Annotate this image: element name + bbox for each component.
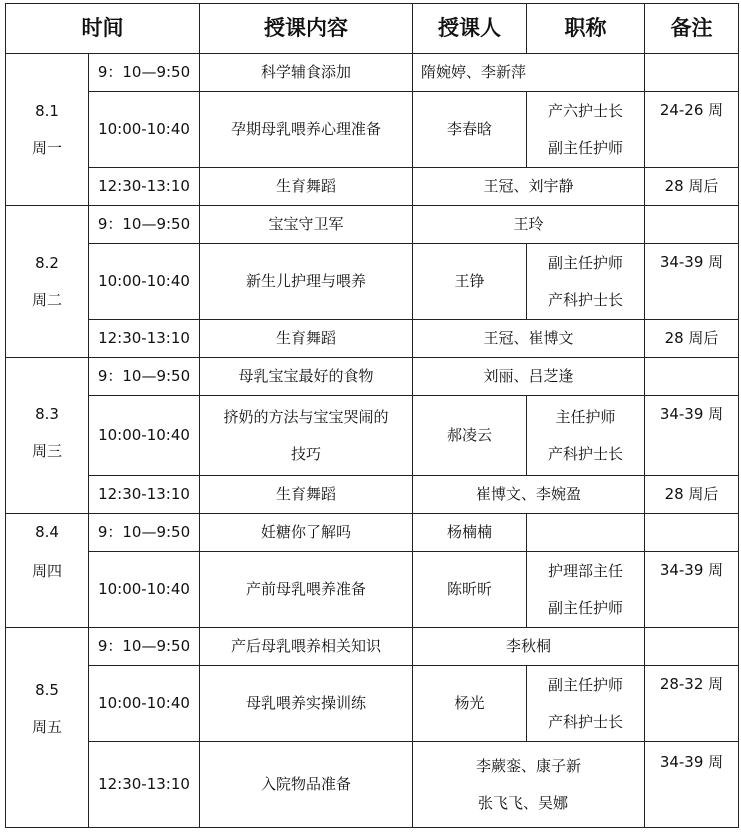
rank-line: 副主任护师 — [547, 253, 623, 272]
content-cell: 入院物品准备 — [200, 742, 413, 828]
content-cell: 母乳宝宝最好的食物 — [200, 358, 413, 396]
day-weekday: 周一 — [31, 138, 62, 157]
teacher-cell: 隋婉婷、李新萍 — [413, 54, 645, 92]
time-cell: 10:00-10:40 — [89, 244, 200, 320]
table-row — [6, 742, 739, 828]
content-cell: 母乳喂养实操训练 — [200, 666, 413, 742]
table-row — [6, 92, 739, 168]
note-cell: 28 周后 — [645, 476, 739, 514]
schedule-table — [5, 3, 739, 828]
time-cell: 10:00-10:40 — [89, 92, 200, 168]
table-row — [6, 552, 739, 628]
table-row — [6, 628, 739, 666]
table-row — [6, 54, 739, 92]
teacher-cell: 王冠、崔博文 — [413, 320, 645, 358]
rank-cell — [527, 396, 645, 476]
content-line: 技巧 — [290, 444, 321, 463]
table-row — [6, 666, 739, 742]
table-row — [6, 358, 739, 396]
content-cell: 产后母乳喂养相关知识 — [200, 628, 413, 666]
header-row — [6, 4, 739, 54]
time-cell: 12:30-13:10 — [89, 320, 200, 358]
table-row — [6, 206, 739, 244]
header-note: 备注 — [645, 4, 739, 54]
note-cell: 28-32 周 — [645, 666, 739, 742]
note-cell: 34-39 周 — [645, 396, 739, 476]
rank-cell — [527, 666, 645, 742]
note-cell — [645, 358, 739, 396]
time-cell: 9：10—9:50 — [89, 514, 200, 552]
rank-line: 主任护师 — [555, 407, 616, 426]
time-cell: 10:00-10:40 — [89, 666, 200, 742]
day-date: 8.4 — [35, 523, 59, 541]
note-cell — [645, 54, 739, 92]
note-cell: 28 周后 — [645, 168, 739, 206]
header-content: 授课内容 — [200, 4, 413, 54]
table-row — [6, 320, 739, 358]
time-cell: 10:00-10:40 — [89, 552, 200, 628]
time-cell: 9：10—9:50 — [89, 358, 200, 396]
content-cell: 生育舞蹈 — [200, 320, 413, 358]
day-weekday: 周四 — [31, 562, 62, 580]
teacher-cell: 王铮 — [413, 244, 527, 320]
day-date: 8.3 — [35, 405, 59, 423]
rank-cell — [527, 514, 645, 552]
content-cell: 科学辅食添加 — [200, 54, 413, 92]
teacher-line: 张飞飞、吴娜 — [478, 793, 569, 812]
note-cell: 28 周后 — [645, 320, 739, 358]
time-cell: 9：10—9:50 — [89, 54, 200, 92]
rank-cell — [527, 244, 645, 320]
day-date: 8.5 — [35, 681, 59, 699]
rank-line: 产六护士长 — [547, 101, 623, 120]
teacher-line: 李蕨銮、康子新 — [475, 756, 581, 775]
teacher-cell: 杨光 — [413, 666, 527, 742]
teacher-cell: 崔博文、李婉盈 — [413, 476, 645, 514]
day-cell — [6, 54, 89, 206]
day-date: 8.2 — [35, 253, 59, 272]
rank-line: 产科护士长 — [547, 712, 623, 731]
teacher-cell: 陈昕昕 — [413, 552, 527, 628]
day-cell — [6, 514, 89, 628]
time-cell: 9：10—9:50 — [89, 628, 200, 666]
time-cell: 9：10—9:50 — [89, 206, 200, 244]
table-row — [6, 514, 739, 552]
table-row — [6, 168, 739, 206]
content-cell: 宝宝守卫军 — [200, 206, 413, 244]
content-cell: 产前母乳喂养准备 — [200, 552, 413, 628]
rank-line: 产科护士长 — [547, 290, 623, 309]
teacher-cell: 杨楠楠 — [413, 514, 527, 552]
day-weekday: 周二 — [31, 290, 62, 309]
content-cell — [200, 396, 413, 476]
rank-line: 副主任护师 — [547, 675, 623, 694]
rank-cell — [527, 552, 645, 628]
teacher-cell — [413, 742, 645, 828]
day-date: 8.1 — [35, 101, 59, 120]
header-rank: 职称 — [527, 4, 645, 54]
note-cell — [645, 628, 739, 666]
teacher-cell: 李春晗 — [413, 92, 527, 168]
rank-cell — [527, 92, 645, 168]
note-cell: 34-39 周 — [645, 244, 739, 320]
day-cell — [6, 358, 89, 514]
rank-line: 副主任护师 — [547, 138, 623, 157]
header-teacher: 授课人 — [413, 4, 527, 54]
time-cell: 12:30-13:10 — [89, 476, 200, 514]
content-cell: 妊糖你了解吗 — [200, 514, 413, 552]
day-cell — [6, 206, 89, 358]
teacher-cell: 王玲 — [413, 206, 645, 244]
content-line: 挤奶的方法与宝宝哭闹的 — [223, 407, 389, 426]
note-cell — [645, 206, 739, 244]
content-cell: 生育舞蹈 — [200, 168, 413, 206]
note-cell: 34-39 周 — [645, 742, 739, 828]
day-cell — [6, 628, 89, 828]
time-cell: 10:00-10:40 — [89, 396, 200, 476]
table-row — [6, 244, 739, 320]
note-cell: 34-39 周 — [645, 552, 739, 628]
rank-line: 副主任护师 — [547, 598, 623, 617]
time-cell: 12:30-13:10 — [89, 168, 200, 206]
table-row — [6, 476, 739, 514]
content-cell: 生育舞蹈 — [200, 476, 413, 514]
table-row — [6, 396, 739, 476]
content-cell: 新生儿护理与喂养 — [200, 244, 413, 320]
teacher-cell: 王冠、刘宇静 — [413, 168, 645, 206]
teacher-cell: 李秋桐 — [413, 628, 645, 666]
note-cell — [645, 514, 739, 552]
header-time: 时间 — [6, 4, 200, 54]
content-cell: 孕期母乳喂养心理准备 — [200, 92, 413, 168]
time-cell: 12:30-13:10 — [89, 742, 200, 828]
day-weekday: 周五 — [31, 718, 62, 736]
teacher-cell: 郝凌云 — [413, 396, 527, 476]
note-cell: 24-26 周 — [645, 92, 739, 168]
rank-line: 护理部主任 — [547, 561, 623, 580]
teacher-cell: 刘丽、吕芝逢 — [413, 358, 645, 396]
day-weekday: 周三 — [31, 442, 62, 460]
rank-line: 产科护士长 — [547, 444, 623, 463]
